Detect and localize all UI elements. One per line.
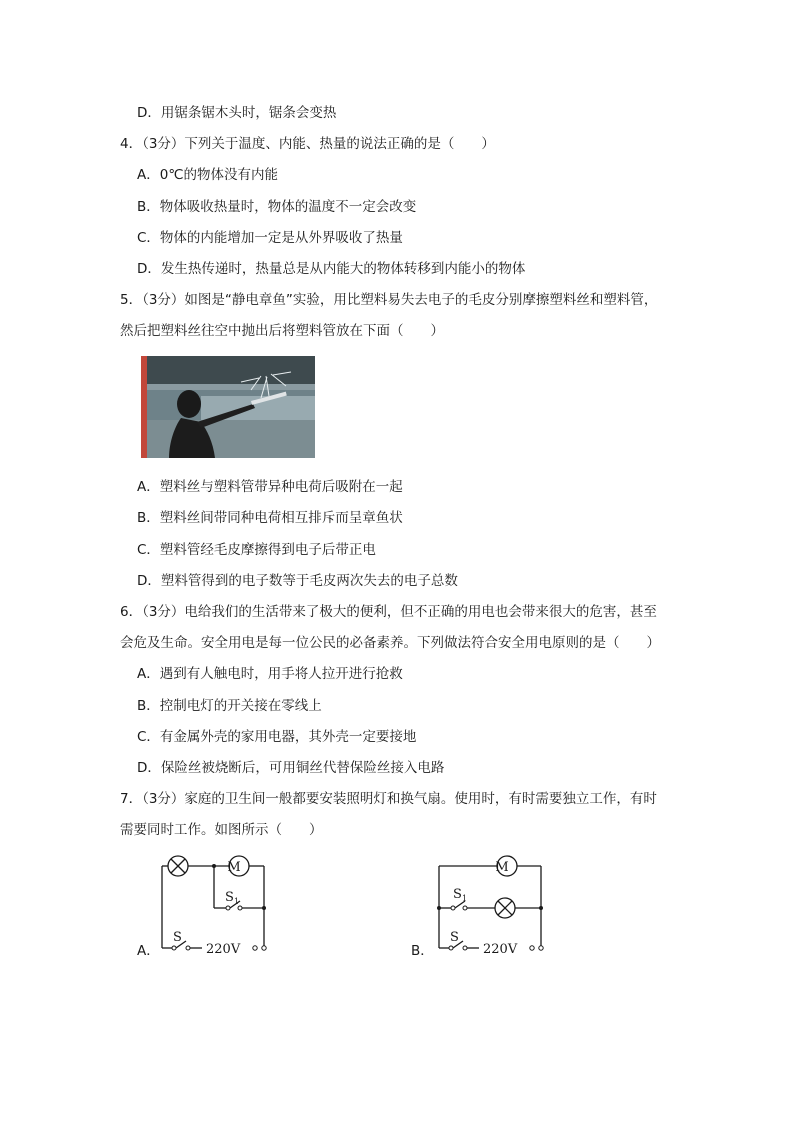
circuit-b-s1-subscript: 1 xyxy=(462,894,468,903)
q4-option-b: B．物体吸收热量时，物体的温度不一定会改变 xyxy=(137,199,417,215)
q5-option-d: D．塑料管得到的电子数等于毛皮两次失去的电子总数 xyxy=(137,573,458,589)
circuit-b-diagram xyxy=(427,850,557,960)
q5-stem-line1: 5．（3分）如图是“静电章鱼”实验，用比塑料易失去电子的毛皮分别摩擦塑料丝和塑料管， xyxy=(120,292,658,308)
q6-stem-line1: 6．（3分）电给我们的生活带来了极大的便利，但不正确的用电也会带来很大的危害，甚至 xyxy=(120,604,657,620)
q5-option-c: C．塑料管经毛皮摩擦得到电子后带正电 xyxy=(137,542,376,558)
circuit-a-option-label: A． xyxy=(137,943,160,959)
circuit-b-voltage-label: 220V xyxy=(483,942,518,957)
q3-option-d: D．用锯条锯木头时，锯条会变热 xyxy=(137,105,337,121)
q5-option-b: B．塑料丝间带同种电荷相互排斥而呈章鱼状 xyxy=(137,510,403,526)
q7-stem-line2: 需要同时工作。如图所示（ ） xyxy=(120,822,323,838)
circuit-b-s-label: S xyxy=(450,930,459,945)
circuit-b-motor-label: M xyxy=(495,860,509,875)
q6-stem-line2: 会危及生命。安全用电是每一位公民的必备素养。下列做法符合安全用电原则的是（ ） xyxy=(120,635,660,651)
q7-stem-line1: 7．（3分）家庭的卫生间一般都要安装照明灯和换气扇。使用时，有时需要独立工作，有时 xyxy=(120,791,657,807)
q5-stem-line2: 然后把塑料丝往空中抛出后将塑料管放在下面（ ） xyxy=(120,323,444,339)
circuit-b-s1-label: S xyxy=(453,887,462,902)
circuit-b-option-label: B． xyxy=(411,943,434,959)
q4-option-d: D．发生热传递时，热量总是从内能大的物体转移到内能小的物体 xyxy=(137,261,526,277)
q6-option-b: B．控制电灯的开关接在零线上 xyxy=(137,698,322,714)
q6-option-a: A．遇到有人触电时，用手将人拉开进行抢救 xyxy=(137,666,403,682)
circuit-a-s-label: S xyxy=(173,930,182,945)
q5-option-a: A．塑料丝与塑料管带异种电荷后吸附在一起 xyxy=(137,479,403,495)
static-octopus-photo xyxy=(141,356,315,458)
q6-option-d: D．保险丝被烧断后，可用铜丝代替保险丝接入电路 xyxy=(137,760,445,776)
q6-option-c: C．有金属外壳的家用电器，其外壳一定要接地 xyxy=(137,729,417,745)
circuit-a-voltage-label: 220V xyxy=(206,942,241,957)
circuit-a-diagram xyxy=(150,850,280,960)
circuit-a-s1-subscript: 1 xyxy=(234,897,240,906)
circuit-a-motor-label: M xyxy=(227,860,241,875)
circuit-a-s1-label: S xyxy=(225,890,234,905)
q4-stem: 4．（3分）下列关于温度、内能、热量的说法正确的是（ ） xyxy=(120,136,495,152)
q4-option-a: A．0℃的物体没有内能 xyxy=(137,167,278,183)
q4-option-c: C．物体的内能增加一定是从外界吸收了热量 xyxy=(137,230,403,246)
